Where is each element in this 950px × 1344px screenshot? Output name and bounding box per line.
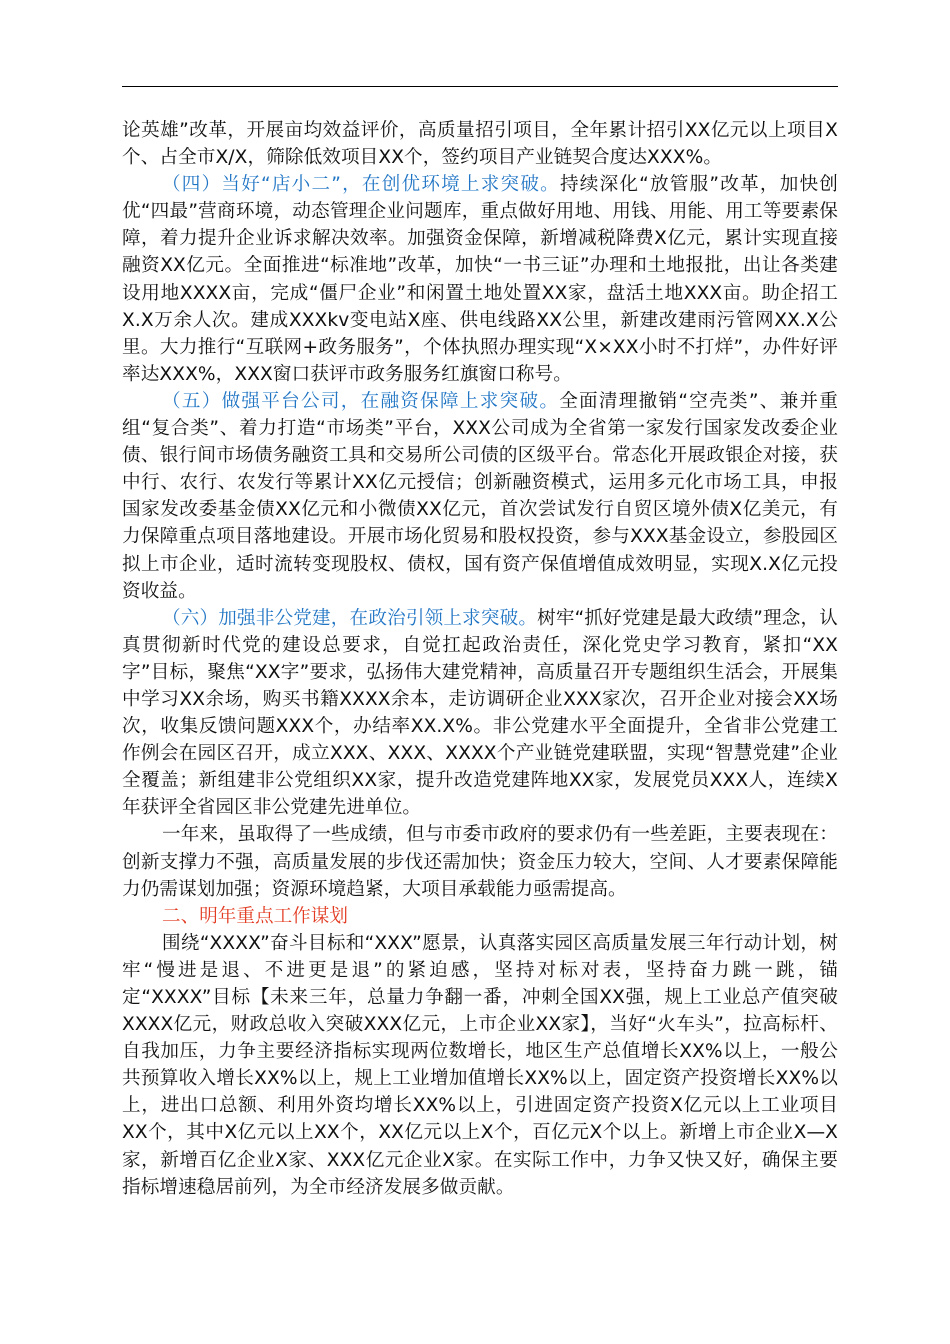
paragraph-closing: 围绕“XXXX”奋斗目标和“XXX”愿景，认真落实园区高质量发展三年行动计划，树牢“慢进是退、不进更是退”的紧迫感，坚持对标对表，坚持奋力跳一跳，锚定“XXXX”目标【未来三年，总量力争翻一番，冲刺全国XX强，规上工业总产值突破XXXX亿元，财政总收入突破XXX亿元，上市企业XX家】，当好“火车头”，拉高标杆、自我加压，力争主要经济指标实现两位数增长，地区生产总值增长XX%以上，一般公共预算收入增长XX%以上，规上工业增加值增长XX%以上，固定资产投资增长XX%以上，进出口总额、利用外资均增长XX%以上，引进固定资产投资X亿元以上工业项目XX个，其中X亿元以上XX个，XX亿元以上X个，百亿元X个以上。新增上市企业X—X家，新增百亿企业X家、XXX亿元企业X家。在实际工作中，力争又快又好，确保主要指标增速稳居前列，为全市经济发展多做贡献。 [122, 932, 838, 1198]
paragraph-body: 论英雄”改革，开展亩均效益评价，高质量招引项目，全年累计招引XX亿元以上项目X个、占全市X/X，筛除低效项目XX个，签约项目产业链契合度达XXX%。 [122, 120, 838, 169]
paragraph-body: 树牢“抓好党建是最大政绩”理念，认真贯彻新时代党的建设总要求，自觉扛起政治责任，深化党史学习教育，紧扣“XX字”目标，聚焦“XX字”要求，弘扬伟大建党精神，高质量召开专题组织生活会，开展集中学习XX余场，购买书籍XXXX余本，走访调研企业XXX家次，召开企业对接会XX场次，收集反馈问题XXX个，办结率XX.X%。非公党建水平全面提升，全省非公党建工作例会在园区召开，成立XXX、XXX、XXXX个产业链党建联盟，实现“智慧党建”企业全覆盖；新组建非公党组织XX家，提升改造党建阵地XX家，发展党员XXX人，连续X年获评全省园区非公党建先进单位。 [122, 607, 838, 819]
paragraph-body: 一年来，虽取得了一些成绩，但与市委市政府的要求仍有一些差距，主要表现在：创新支撑力不强，高质量发展的步伐还需加快；资金压力较大，空间、人才要素保障能力仍需谋划加强；资源环境趋紧，大项目承载能力亟需提高。 [122, 824, 838, 900]
paragraph-continuation [122, 117, 838, 171]
paragraph-lead-heading: （五）做强平台公司，在融资保障上求突破。 [162, 390, 560, 412]
paragraph-section-5 [122, 388, 838, 605]
paragraph-summary [122, 821, 838, 902]
document-page [122, 86, 838, 1201]
paragraph-section-6 [122, 605, 838, 822]
paragraph-body: 全面清理撤销“空壳类”、兼并重组“复合类”、着力打造“市场类”平台，XXX公司成为全省第一家发行国家发改委企业债、银行间市场债务融资工具和交易所公司债的区级平台。常态化开展政银企对接，获中行、农行、农发行等累计XX亿元授信；创新融资模式，运用多元化市场工具，申报国家发改委基金债XX亿元和小微债XX亿元，首次尝试发行自贸区境外债X亿美元，有力保障重点项目落地建设。开展市场化贸易和股权投资，参与XXX基金设立，参股园区拟上市企业，适时流转变现股权、债权，国有资产保值增值成效明显，实现X.X亿元投资收益。 [122, 390, 838, 602]
paragraph-lead-heading: （四）当好“店小二”，在创优环境上求突破。 [162, 174, 560, 196]
paragraph-section-4 [122, 171, 838, 388]
section-heading: 二、明年重点工作谋划 [162, 905, 348, 927]
paragraph-body: 持续深化“放管服”改革，加快创优“四最”营商环境，动态管理企业问题库，重点做好用地、用钱、用能、用工等要素保障，着力提升企业诉求解决效率。加强资金保障，新增减税降费X亿元，累计实现直接融资XX亿元。全面推进“标准地”改革，加快“一书三证”办理和土地报批，出让各类建设用地XXXX亩，完成“僵尸企业”和闲置土地处置XX家，盘活土地XXX亩。助企招工X.X万余人次。建成XXXkv变电站X座、供电线路XX公里，新建改建雨污管网XX.X公里。大力推行“互联网+政务服务”，个体执照办理实现“X×XX小时不打烊”，办件好评率达XXX%，XXX窗口获评市政务服务红旗窗口称号。 [122, 174, 838, 385]
paragraph-lead-heading: （六）加强非公党建，在政治引领上求突破。 [162, 607, 538, 629]
header-rule [122, 86, 838, 87]
